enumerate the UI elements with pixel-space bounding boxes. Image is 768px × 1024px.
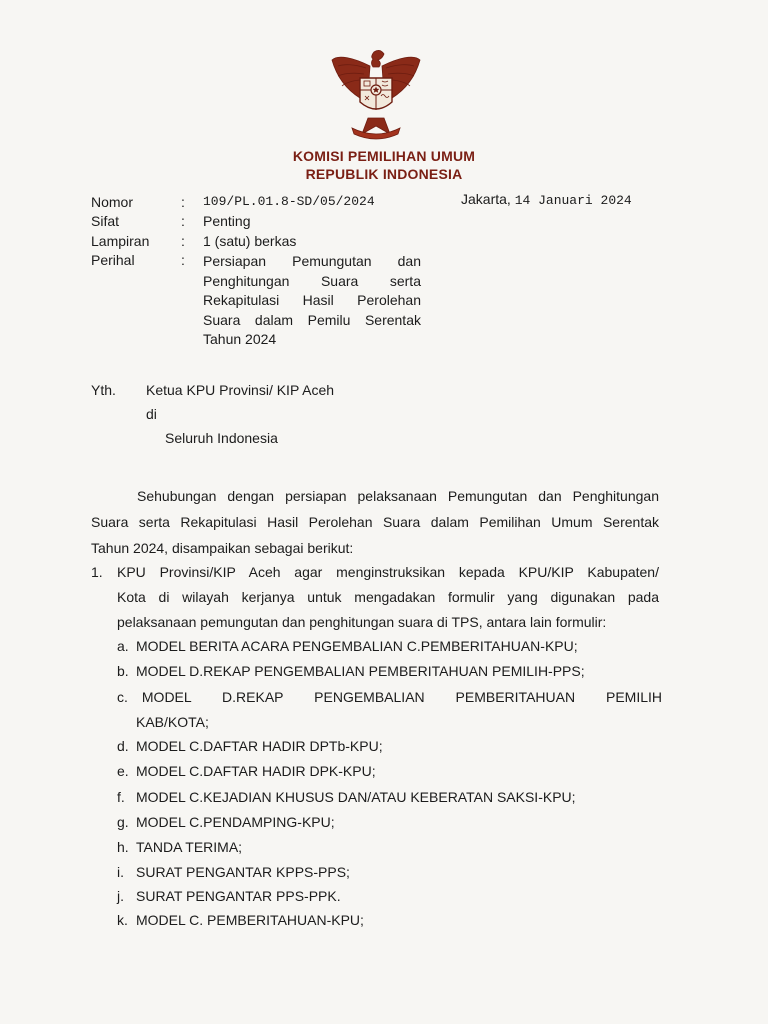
list-item [117, 663, 662, 679]
list-item [117, 638, 662, 654]
list-text: MODEL C. PEMBERITAHUAN-KPU; [136, 912, 364, 928]
item1-line: pelaksanaan pemungutan dan penghitungan suara di TPS, antara lain formulir: [117, 614, 607, 630]
list-item [117, 763, 662, 779]
nomor-colon: : [181, 194, 185, 210]
list-text [117, 685, 662, 710]
lampiran-label: Lampiran [91, 233, 150, 249]
sifat-colon: : [181, 213, 185, 229]
list-item [117, 839, 662, 855]
date-line [461, 191, 632, 208]
list-letter: j. [117, 888, 124, 904]
list-text: MODEL C.KEJADIAN KHUSUS DAN/ATAU KEBERATAN SAKSI-KPU; [136, 789, 576, 805]
list-text: TANDA TERIMA; [136, 839, 243, 855]
recipient-location: Seluruh Indonesia [165, 430, 278, 446]
list-item [117, 864, 662, 880]
item1-text [117, 560, 659, 635]
list-letter: k. [117, 912, 128, 928]
list-text-main: MODEL D.REKAP PENGEMBALIAN PEMBERITAHUAN PEMILIH [141, 689, 662, 705]
list-letter: e. [117, 763, 129, 779]
item1-line: KPU Provinsi/KIP Aceh agar menginstruksikan kepada KPU/KIP Kabupaten/ [117, 564, 659, 580]
list-text: MODEL C.DAFTAR HADIR DPK-KPU; [136, 763, 376, 779]
perihal-label: Perihal [91, 252, 135, 268]
sifat-value: Penting [203, 213, 251, 229]
list-text: MODEL C.DAFTAR HADIR DPTb-KPU; [136, 738, 383, 754]
nomor-label: Nomor [91, 194, 134, 210]
di-label: di [146, 406, 157, 422]
item1-line: Kota di wilayah kerjanya untuk mengadakan formulir yang digunakan pada [117, 589, 659, 605]
garuda-emblem-icon [324, 44, 428, 144]
intro-line: Tahun 2024, disampaikan sebagai berikut: [91, 540, 354, 556]
list-text: MODEL D.REKAP PENGEMBALIAN PEMBERITAHUAN PEMILIH-PPS; [136, 663, 585, 679]
date-value: 14 Januari 2024 [514, 193, 632, 208]
lampiran-colon: : [181, 233, 185, 249]
list-text: MODEL BERITA ACARA PENGEMBALIAN C.PEMBERITAHUAN-KPU; [136, 638, 578, 654]
perihal-line: Tahun 2024 [203, 331, 277, 347]
intro-paragraph [91, 483, 659, 561]
perihal-line: Persiapan Pemungutan dan [203, 253, 421, 269]
list-letter: i. [117, 864, 124, 880]
list-letter: h. [117, 839, 129, 855]
list-text-continuation: KAB/KOTA; [136, 714, 209, 730]
perihal-line: Penghitungan Suara serta [203, 272, 421, 289]
perihal-line: Suara dalam Pemilu Serentak [203, 311, 421, 328]
org-country: REPUBLIK INDONESIA [305, 166, 463, 182]
recipient: Ketua KPU Provinsi/ KIP Aceh [146, 382, 335, 398]
list-item [117, 738, 662, 754]
list-text: MODEL C.PENDAMPING-KPU; [136, 814, 335, 830]
list-item [117, 814, 662, 830]
list-text: SURAT PENGANTAR PPS-PPK. [136, 888, 341, 904]
lampiran-value: 1 (satu) berkas [203, 233, 297, 249]
org-name: KOMISI PEMILIHAN UMUM [292, 148, 476, 164]
perihal-value [203, 252, 421, 350]
date-place: Jakarta, [461, 191, 511, 207]
sifat-label: Sifat [91, 213, 120, 229]
list-letter: c. [117, 689, 128, 705]
perihal-colon: : [181, 252, 185, 268]
perihal-line: Rekapitulasi Hasil Perolehan [203, 292, 421, 308]
list-letter: b. [117, 663, 129, 679]
list-item [117, 912, 662, 928]
intro-line: Suara serta Rekapitulasi Hasil Perolehan Suara dalam Pemilihan Umum Serentak [91, 514, 659, 530]
yth-label: Yth. [91, 382, 116, 398]
item-number: 1. [91, 564, 103, 580]
list-letter: g. [117, 814, 129, 830]
nomor-value: 109/PL.01.8-SD/05/2024 [203, 194, 375, 209]
list-item [117, 888, 662, 904]
list-letter: f. [117, 789, 125, 805]
list-letter: d. [117, 738, 129, 754]
list-letter: a. [117, 638, 129, 654]
list-item [117, 685, 662, 735]
intro-line: Sehubungan dengan persiapan pelaksanaan Pemungutan dan Penghitungan [137, 488, 659, 504]
list-text: SURAT PENGANTAR KPPS-PPS; [136, 864, 350, 880]
list-item [117, 789, 662, 805]
